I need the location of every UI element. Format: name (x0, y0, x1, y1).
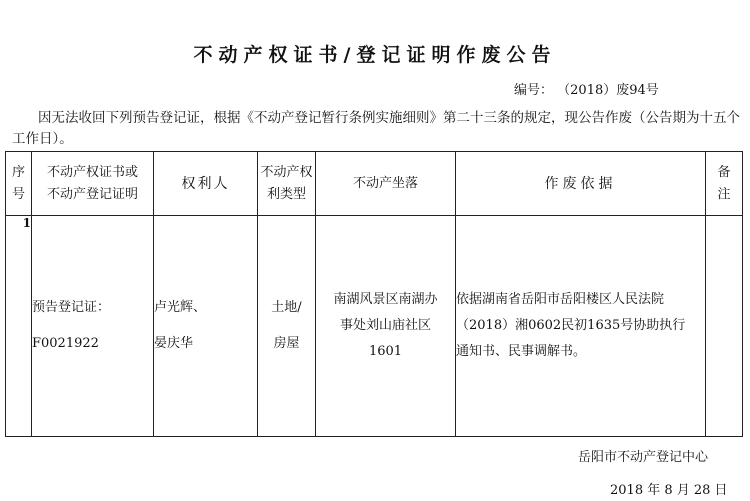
cell-location-line1: 南湖风景区南湖办 (333, 292, 438, 307)
issue-date: 2018 年 8 月 28 日 (610, 483, 728, 498)
cell-basis-line2: （2018）湘0602民初1635号协助执行 (456, 318, 686, 333)
table-row (6, 216, 743, 437)
cell-certificate (32, 216, 154, 437)
voided-certificates-table (5, 151, 743, 437)
cell-cert-line1: 预告登记证： (32, 300, 111, 315)
cell-holder (154, 216, 258, 437)
header-certificate (32, 152, 154, 216)
intro-paragraph (12, 108, 740, 150)
cell-type-line2: 房屋 (273, 336, 300, 351)
cell-cert-line2: F0021922 (32, 336, 99, 351)
document-number-value: （2018）废94号 (557, 83, 659, 98)
header-type-line2: 利类型 (266, 186, 306, 202)
cell-location (316, 216, 456, 437)
header-remark-line1: 备 (717, 164, 731, 180)
header-seq (6, 152, 32, 216)
issuer-name: 岳阳市不动产登记中心 (578, 450, 709, 465)
header-basis: 作废依据 (456, 152, 706, 216)
header-remark-line2: 注 (717, 186, 731, 202)
document-number (514, 79, 659, 98)
cell-basis-line3: 通知书、民事调解书。 (456, 344, 587, 359)
intro-text: 因无法收回下列预告登记证，根据《不动产登记暂行条例实施细则》第二十三条的规定，现公告作废（公告期为十五个工作日）。 (12, 110, 740, 147)
cell-holder-line2: 晏庆华 (154, 336, 194, 351)
notice-title: 不动产权证书/登记证明作废公告 (193, 44, 557, 66)
cell-remark (706, 216, 743, 437)
header-remark (706, 152, 743, 216)
header-cert-line2: 不动产登记证明 (46, 186, 138, 202)
table-header-row (6, 152, 743, 216)
header-seq-line1: 序 (11, 164, 25, 180)
cell-seq: 1 (6, 216, 32, 437)
cell-location-line3: 1601 (368, 344, 403, 359)
header-seq-line2: 号 (11, 186, 25, 202)
header-location: 不动产坐落 (316, 152, 456, 216)
cell-location-line2: 事处刘山庙社区 (339, 318, 431, 333)
cell-basis (456, 216, 706, 437)
cell-type-line1: 土地/ (271, 300, 302, 315)
header-holder: 权利人 (154, 152, 258, 216)
cell-right-type (258, 216, 316, 437)
cell-basis-line1: 依据湖南省岳阳市岳阳楼区人民法院 (456, 292, 665, 307)
header-type-line1: 不动产权 (260, 164, 313, 180)
header-cert-line1: 不动产权证书或 (46, 164, 138, 180)
cell-holder-line1: 卢光辉、 (154, 300, 207, 315)
document-number-label: 编号： (514, 83, 554, 98)
header-right-type (258, 152, 316, 216)
